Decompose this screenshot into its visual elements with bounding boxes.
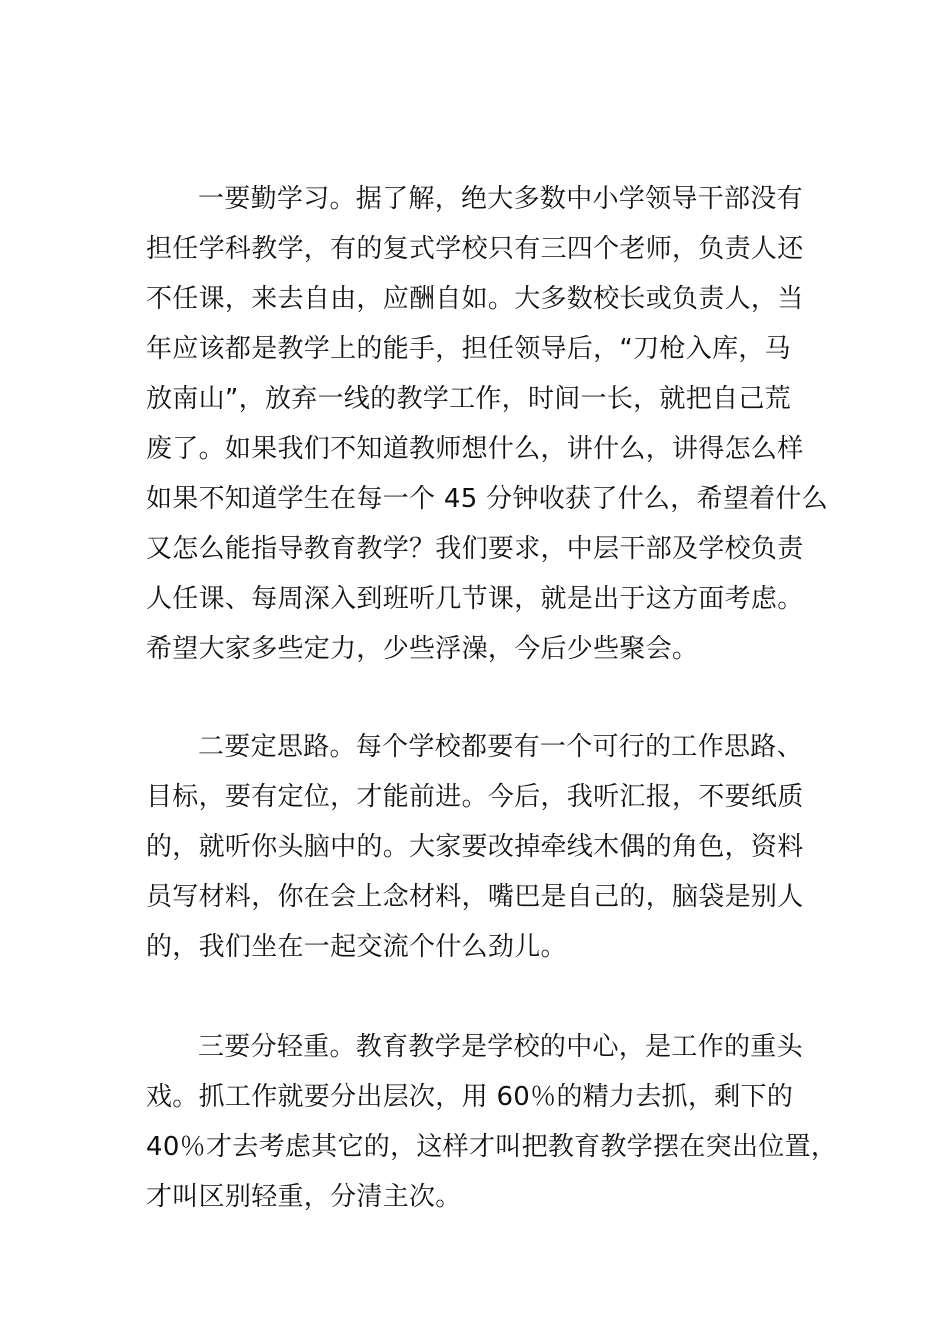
text-line: 40％才去考虑其它的，这样才叫把教育教学摆在突出位置， (146, 1132, 838, 1162)
paragraph-study (146, 174, 836, 674)
text-line: 又怎么能指导教育教学？我们要求，中层干部及学校负责 (146, 534, 804, 564)
text-line: 员写材料，你在会上念材料，嘴巴是自己的，脑袋是别人 (146, 882, 804, 912)
text-line: 如果不知道学生在每一个 45 分钟收获了什么，希望着什么 (146, 484, 829, 514)
text-line: 戏。抓工作就要分出层次，用 60％的精力去抓，剩下的 (146, 1082, 794, 1112)
text-line: 人任课、每周深入到班听几节课，就是出于这方面考虑。 (146, 584, 804, 614)
text-line: 的，我们坐在一起交流个什么劲儿。 (146, 932, 567, 962)
text-line: 目标，要有定位，才能前进。今后，我听汇报，不要纸质 (146, 782, 804, 812)
text-line: 才叫区别轻重，分清主次。 (146, 1182, 462, 1212)
text-line: 年应该都是教学上的能手，担任领导后，“刀枪入库，马 (146, 334, 791, 364)
text-line: 担任学科教学，有的复式学校只有三四个老师，负责人还 (146, 234, 804, 264)
text-line: 希望大家多些定力，少些浮澡，今后少些聚会。 (146, 634, 699, 664)
text-line: 不任课，来去自由，应酬自如。大多数校长或负责人，当 (146, 284, 804, 314)
text-line: 的，就听你头脑中的。大家要改掉牵线木偶的角色，资料 (146, 832, 804, 862)
paragraph-priorities (146, 1022, 836, 1222)
paragraph-planning (146, 722, 836, 972)
text-line: 放南山”，放弃一线的教学工作，时间一长，就把自己荒 (146, 384, 791, 414)
text-line: 废了。如果我们不知道教师想什么，讲什么，讲得怎么样 (146, 434, 804, 464)
text-line: 一要勤学习。据了解，绝大多数中小学领导干部没有 (198, 184, 803, 214)
text-line: 二要定思路。每个学校都要有一个可行的工作思路、 (198, 732, 803, 762)
text-line: 三要分轻重。教育教学是学校的中心，是工作的重头 (198, 1032, 803, 1062)
